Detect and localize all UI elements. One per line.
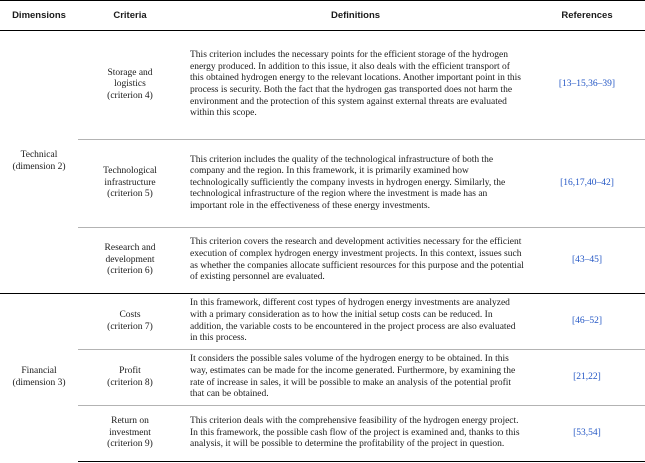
definition-cell: It considers the possible sales volume of the hydrogen energy to be obtained. In this way, estimates can be made for the income generated. Furthermore, by examining the rate of increase in sales, it will be possible to make an analysis of the potential profit that can be obtained. [182,350,529,406]
criterion-line: (criterion 5) [107,189,153,200]
criterion-line: infrastructure [104,177,156,188]
table-row [0,140,645,228]
criterion-line: (criterion 6) [107,266,153,277]
definition-cell: This criterion covers the research and development activities necessary for the efficient execution of complex hydrogen energy investment projects. In this context, issues such as whether the companies allocate sufficient resources for this purpose and the potential of existing personnel are evaluated. [182,228,529,294]
table-row [0,31,645,140]
criterion-line: development [105,254,155,265]
dimension-cell-financial [0,294,78,462]
criterion-line: (criterion 9) [107,439,153,450]
criterion-line: (criterion 4) [107,90,153,101]
table-row [0,406,645,462]
references-cell [529,294,645,350]
criterion-cell [78,406,182,462]
reference-link[interactable]: [16,17,40–42] [560,177,614,188]
dimension-name: Technical [20,150,58,161]
definition-cell: This criterion includes the quality of the technological infrastructure of both the company and the region. In this framework, it is primarily examined how technologically sufficiently the company invests in hydrogen energy. Similarly, the technological infrastructure of the region where the investment is made has an important role in the effectiveness of these energy investments. [182,140,529,228]
reference-link[interactable]: [53,54] [573,427,601,438]
criterion-line: (criterion 8) [107,377,153,388]
criterion-cell [78,31,182,140]
criterion-cell [78,350,182,406]
dimension-number: (dimension 2) [12,162,66,172]
reference-link[interactable]: [13–15,36–39] [558,79,616,90]
header-criteria: Criteria [78,1,182,31]
references-cell [529,140,645,228]
header-references: References [529,1,645,31]
header-definitions: Definitions [182,1,529,31]
references-cell [529,406,645,462]
criterion-cell [78,294,182,350]
criterion-line: Technological [103,166,157,177]
table-row [0,294,645,350]
definition-cell: In this framework, different cost types of hydrogen energy investments are analyzed with a primary consideration as to how the initial setup costs can be reduced. In addition, the variable costs to be encountered in the project process are also evaluated in this process. [182,294,529,350]
criterion-cell [78,140,182,228]
header-dimensions: Dimensions [0,1,78,31]
header-row [0,1,645,31]
table-row [0,228,645,294]
reference-link[interactable]: [46–52] [571,315,603,326]
criterion-line: Storage and [107,67,153,78]
criterion-line: investment [109,427,151,438]
criterion-line: logistics [114,79,146,90]
reference-link[interactable]: [21,22] [573,371,601,382]
references-cell [529,31,645,140]
criterion-line: Profit [119,365,141,376]
references-cell [529,350,645,406]
dimension-number: (dimension 3) [12,377,66,388]
table-row [0,350,645,406]
dimension-cell-technical [0,31,78,294]
reference-link[interactable]: [43–45] [571,254,603,265]
criterion-cell [78,228,182,294]
definition-cell: This criterion deals with the comprehensive feasibility of the hydrogen energy project. In this framework, the possible cash flow of the project is examined and, thanks to this analysis, it will be possible to determine the profitability of the project in question. [182,406,529,462]
criterion-line: (criterion 7) [107,321,153,332]
dimension-name: Financial [21,366,57,377]
references-cell [529,228,645,294]
definition-cell: This criterion includes the necessary points for the efficient storage of the hydrogen energy produced. In addition to this issue, it also deals with the efficient transport of this obtained hydrogen energy to the relevant locations. Another important point in this process is security. Both the fact that the hydrogen gas transported does not harm the environment and the protection of this system against external threats are evaluated within this scope. [190,50,521,119]
criterion-line: Return on [111,416,149,427]
criterion-line: Research and [104,243,156,254]
criterion-line: Costs [119,309,141,320]
